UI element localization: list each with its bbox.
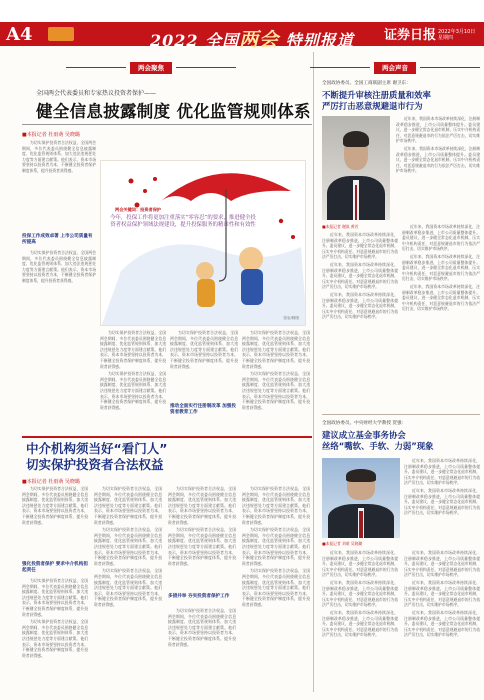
article3-paragraph: 近年来，我国资本市场改革持续深化，注册制改革稳步推进，上市公司质量整体提升。委员建议，进一步健全常态化退市机制，压实中介机构责任，对恶意规避退市的行为依法严厉打击，切实维护市场秩序。 [322, 261, 398, 290]
article4-paragraph: 近年来，我国资本市场改革持续深化，注册制改革稳步推进，上市公司质量整体提升。委员建议，进一步健全常态化退市机制，压实中介机构责任，对恶意规避退市的行为依法严厉打击，切实维护市场秩序。 [404, 550, 480, 578]
article3-paragraph: 近年来，我国资本市场改革持续深化，注册制改革稳步推进，上市公司质量整体提升。委员建议，进一步健全常态化退市机制，压实中介机构责任，对恶意规避退市的行为依法严厉打击，切实维护市场秩序。 [396, 145, 480, 174]
header-title-part2: 特别报道 [285, 31, 354, 50]
article1-paragraph: 为切实保护投资者合法权益，全国两会期间，多位代表委员围绕健全信息披露制度、优化监管规则体系、加大违法违规惩处力度等方面建言献策。他们表示，资本市场要坚持以投资者为本，不断健全投资者保护制度体系，提升投资者获得感。 [100, 330, 166, 369]
article2-text-col3 [168, 486, 236, 590]
page-header [0, 0, 484, 51]
article2-headline-line2: 切实保护投资者合法权益 [26, 457, 164, 472]
article2-paragraph: 为切实保护投资者合法权益，全国两会期间，多位代表委员围绕健全信息披露制度、优化监管规则体系、加大违法违规惩处力度等方面建言献策。他们表示，资本市场要坚持以投资者为本，不断健全投资者保护制度体系，提升投资者获得感。 [22, 578, 88, 617]
article3-paragraph: 近年来，我国资本市场改革持续深化，注册制改革稳步推进，上市公司质量整体提升。委员建议，进一步健全常态化退市机制，压实中介机构责任，对恶意规避退市的行为依法严厉打击，切实维护市场秩序。 [322, 232, 398, 260]
article3-text-col-a [396, 116, 480, 220]
photo2-caption: ■本报记者 刘萌 吴晓璐 [322, 541, 363, 546]
article4-headline-line1: 建议成立基金事务协会 [322, 430, 406, 440]
article3-headline-line2: 严厉打击恶意规避退市行为 [322, 101, 423, 111]
article1-kicker: 全国两会代表委员和专家热议投资者保护—— [36, 90, 157, 97]
article1-paragraph: 为切实保护投资者合法权益，全国两会期间，多位代表委员围绕健全信息披露制度、优化监管规则体系、加大违法违规惩处力度等方面建言献策。他们表示，资本市场要坚持以投资者为本，不断健全投资者保护制度体系，提升投资者获得感。 [22, 250, 96, 283]
article2-paragraph: 为切实保护投资者合法权益，全国两会期间，多位代表委员围绕健全信息披露制度、优化监管规则体系、加大违法违规惩处力度等方面建言献策。他们表示，资本市场要坚持以投资者为本，不断健全投资者保护制度体系，提升投资者获得感。 [242, 527, 310, 566]
article2-text-col2 [94, 486, 162, 690]
article4-text-col-b [322, 550, 398, 690]
article4-kicker: 全国政协委员、中央财经大学教授 贺强： [322, 421, 407, 426]
article4-paragraph: 近年来，我国资本市场改革持续深化，注册制改革稳步推进，上市公司质量整体提升。委员建议，进一步健全常态化退市机制，压实中介机构责任，对恶意规避退市的行为依法严厉打击，切实维护市场秩序。 [322, 579, 398, 608]
header-year: 2022 [150, 31, 199, 50]
congress-emblem-icon [48, 27, 74, 41]
article2-headline [26, 441, 286, 473]
article1-paragraph: 为切实保护投资者合法权益，全国两会期间，多位代表委员围绕健全信息披露制度、优化监管规则体系、加大违法违规惩处力度等方面建言献策。他们表示，资本市场要坚持以投资者为本，不断健全投资者保护制度体系，提升投资者获得感。 [242, 371, 310, 410]
article3-paragraph: 近年来，我国资本市场改革持续深化，注册制改革稳步推进，上市公司质量整体提升。委员建议，进一步健全常态化退市机制，压实中介机构责任，对恶意规避退市的行为依法严厉打击，切实维护市场秩序。 [402, 224, 480, 252]
header-title-big: 两会 [239, 29, 280, 51]
article2-text-col3b [168, 608, 236, 690]
photo-delegate-2 [322, 458, 400, 538]
article4-text-col-c [404, 550, 480, 690]
article3-paragraph: 近年来，我国资本市场改革持续深化，注册制改革稳步推进，上市公司质量整体提升。委员建议，进一步健全常态化退市机制，压实中介机构责任，对恶意规避退市的行为依法严厉打击，切实维护市场秩序。 [396, 116, 480, 144]
article3-paragraph: 近年来，我国资本市场改革持续深化，注册制改革稳步推进，上市公司质量整体提升。委员建议，进一步健全常态化退市机制，压实中介机构责任，对恶意规避退市的行为依法严厉打击，切实维护市场秩序。 [402, 283, 480, 312]
article2-text-col1b [22, 578, 88, 690]
article2-paragraph: 为切实保护投资者合法权益，全国两会期间，多位代表委员围绕健全信息披露制度、优化监管规则体系、加大违法违规惩处力度等方面建言献策。他们表示，资本市场要坚持以投资者为本，不断健全投资者保护制度体系，提升投资者获得感。 [94, 568, 162, 607]
article2-paragraph: 为切实保护投资者合法权益，全国两会期间，多位代表委员围绕健全信息披露制度、优化监管规则体系、加大违法违规惩处力度等方面建言献策。他们表示，资本市场要坚持以投资者为本，不断健全投资者保护制度体系，提升投资者获得感。 [168, 527, 236, 566]
illustration-credit: 张岩/制图 [283, 316, 299, 320]
article1-text-col2 [100, 330, 166, 430]
article1-paragraph: 为切实保护投资者合法权益，全国两会期间，多位代表委员围绕健全信息披露制度、优化监管规则体系、加大违法违规惩处力度等方面建言献策。他们表示，资本市场要坚持以投资者为本，不断健全投资者保护制度体系，提升投资者获得感。 [170, 330, 238, 369]
article2-subhead-c: 强化投资者保护 要求中介机构担起责任 [22, 562, 88, 573]
special-report-title [150, 25, 354, 52]
right-divider [322, 414, 480, 415]
article4-paragraph: 近年来，我国资本市场改革持续深化，注册制改革稳步推进，上市公司质量整体提升。委员建议，进一步健全常态化退市机制，压实中介机构责任，对恶意规避退市的行为依法严厉打击，切实维护市场秩序。 [404, 579, 480, 608]
article2-text-col4 [242, 486, 310, 690]
article3-paragraph: 近年来，我国资本市场改革持续深化，注册制改革稳步推进，上市公司质量整体提升。委员建议，进一步健全常态化退市机制，压实中介机构责任，对恶意规避退市的行为依法严厉打击，切实维护市场秩序。 [402, 253, 480, 282]
article4-paragraph: 近年来，我国资本市场改革持续深化，注册制改革稳步推进，上市公司质量整体提升。委员建议，进一步健全常态化退市机制，压实中介机构责任，对恶意规避退市的行为依法严厉打击，切实维护市场秩序。 [322, 609, 398, 638]
newspaper-name: 证券日报 [383, 28, 436, 43]
article3-paragraph: 近年来，我国资本市场改革持续深化，注册制改革稳步推进，上市公司质量整体提升。委员建议，进一步健全常态化退市机制，压实中介机构责任，对恶意规避退市的行为依法严厉打击，切实维护市场秩序。 [322, 291, 398, 320]
page-number: A4 [6, 24, 33, 45]
article1-text-col1b [22, 250, 96, 430]
article1-subhead-b: 推动全面实行注册制改革 加强投资者教育工作 [170, 404, 236, 415]
illustration-keyword: 两会关键词：投资者保护 [115, 207, 162, 212]
article4-paragraph: 近年来，我国资本市场改革持续深化，注册制改革稳步推进，上市公司质量整体提升。委员建议，进一步健全常态化退市机制，压实中介机构责任，对恶意规避退市的行为依法严厉打击，切实维护市场秩序。 [404, 487, 480, 516]
article3-text-col-b [322, 232, 398, 410]
article2-paragraph: 为切实保护投资者合法权益，全国两会期间，多位代表委员围绕健全信息披露制度、优化监管规则体系、加大违法违规惩处力度等方面建言献策。他们表示，资本市场要坚持以投资者为本，不断健全投资者保护制度体系，提升投资者获得感。 [22, 619, 88, 658]
section-tag-left: 两会聚焦 [130, 62, 172, 74]
article2-paragraph: 为切实保护投资者合法权益，全国两会期间，多位代表委员围绕健全信息披露制度、优化监管规则体系、加大违法违规惩处力度等方面建言献策。他们表示，资本市场要坚持以投资者为本，不断健全投资者保护制度体系，提升投资者获得感。 [22, 486, 88, 525]
header-title-part1: 全国 [205, 31, 240, 50]
article1-subhead-a: 投保工作成效卓著 上市公司质量有所提高 [22, 234, 93, 245]
headline-rule [22, 124, 312, 125]
article3-headline-line1: 不断提升审核注册质量和效率 [322, 90, 431, 100]
article1-text-col3 [170, 330, 238, 402]
photo-delegate-1 [322, 116, 390, 220]
article3-text-col-c [402, 224, 480, 410]
article2-paragraph: 为切实保护投资者合法权益，全国两会期间，多位代表委员围绕健全信息披露制度、优化监管规则体系、加大违法违规惩处力度等方面建言献策。他们表示，资本市场要坚持以投资者为本，不断健全投资者保护制度体系，提升投资者获得感。 [242, 486, 310, 525]
article2-subhead-d: 多措并举 夯实投资者保护工作 [168, 594, 230, 599]
article3-kicker: 全国政协委员、全国工商联副主席 谢卫东： [322, 81, 411, 86]
article4-text-col-a [404, 458, 480, 548]
article1-byline: ■本报记者 杜雨萌 吴晓璐 [22, 132, 80, 138]
umbrella-illustration [101, 161, 306, 326]
issue-date: 2022年3月10日 星期四 [438, 29, 476, 41]
article1-text-col1 [22, 140, 96, 230]
article2-paragraph: 为切实保护投资者合法权益，全国两会期间，多位代表委员围绕健全信息披露制度、优化监管规则体系、加大违法违规惩处力度等方面建言献策。他们表示，资本市场要坚持以投资者为本，不断健全投资者保护制度体系，提升投资者获得感。 [168, 486, 236, 525]
article2-paragraph: 为切实保护投资者合法权益，全国两会期间，多位代表委员围绕健全信息披露制度、优化监管规则体系、加大违法违规惩处力度等方面建言献策。他们表示，资本市场要坚持以投资者为本，不断健全投资者保护制度体系，提升投资者获得感。 [94, 527, 162, 566]
illustration-quote: 今年，投保工作将更加注重落实“零容忍”的要求，推进健全投资者权益保护领域法规建设，提升投保服务的精准性和有效性 [110, 215, 256, 228]
article1-paragraph: 为切实保护投资者合法权益，全国两会期间，多位代表委员围绕健全信息披露制度、优化监管规则体系、加大违法违规惩处力度等方面建言献策。他们表示，资本市场要坚持以投资者为本，不断健全投资者保护制度体系，提升投资者获得感。 [22, 140, 96, 173]
article1-headline: 健全信息披露制度 优化监管规则体系 [36, 102, 311, 121]
photo1-caption: ■本报记者 谢岚 黄若 [322, 224, 359, 229]
article1-text-col4 [242, 330, 310, 430]
article2-paragraph: 为切实保护投资者合法权益，全国两会期间，多位代表委员围绕健全信息披露制度、优化监管规则体系、加大违法违规惩处力度等方面建言献策。他们表示，资本市场要坚持以投资者为本，不断健全投资者保护制度体系，提升投资者获得感。 [168, 608, 236, 647]
article4-headline-line2: 丝络“嘴软、手软、力弱”现象 [322, 441, 434, 451]
article4-paragraph: 近年来，我国资本市场改革持续深化，注册制改革稳步推进，上市公司质量整体提升。委员建议，进一步健全常态化退市机制，压实中介机构责任，对恶意规避退市的行为依法严厉打击，切实维护市场秩序。 [322, 550, 398, 578]
article2-headline-line1: 中介机构须当好“看门人” [26, 441, 168, 456]
article2-byline: ■本报记者 杜雨萌 吴晓璐 [22, 479, 80, 485]
article4-paragraph: 近年来，我国资本市场改革持续深化，注册制改革稳步推进，上市公司质量整体提升。委员建议，进一步健全常态化退市机制，压实中介机构责任，对恶意规避退市的行为依法严厉打击，切实维护市场秩序。 [404, 458, 480, 486]
article4-paragraph: 近年来，我国资本市场改革持续深化，注册制改革稳步推进，上市公司质量整体提升。委员建议，进一步健全常态化退市机制，压实中介机构责任，对恶意规避退市的行为依法严厉打击，切实维护市场秩序。 [404, 609, 480, 638]
column-divider [313, 52, 314, 692]
article2-text-col1 [22, 486, 88, 560]
illustration-investor-protection [100, 160, 306, 326]
article2-paragraph: 为切实保护投资者合法权益，全国两会期间，多位代表委员围绕健全信息披露制度、优化监管规则体系、加大违法违规惩处力度等方面建言献策。他们表示，资本市场要坚持以投资者为本，不断健全投资者保护制度体系，提升投资者获得感。 [242, 568, 310, 607]
section-divider [22, 436, 312, 438]
article1-paragraph: 为切实保护投资者合法权益，全国两会期间，多位代表委员围绕健全信息披露制度、优化监管规则体系、加大违法违规惩处力度等方面建言献策。他们表示，资本市场要坚持以投资者为本，不断健全投资者保护制度体系，提升投资者获得感。 [100, 371, 166, 410]
article2-paragraph: 为切实保护投资者合法权益，全国两会期间，多位代表委员围绕健全信息披露制度、优化监管规则体系、加大违法违规惩处力度等方面建言献策。他们表示，资本市场要坚持以投资者为本，不断健全投资者保护制度体系，提升投资者获得感。 [94, 486, 162, 525]
section-tag-right: 两会声音 [374, 62, 416, 74]
article1-paragraph: 为切实保护投资者合法权益，全国两会期间，多位代表委员围绕健全信息披露制度、优化监管规则体系、加大违法违规惩处力度等方面建言献策。他们表示，资本市场要坚持以投资者为本，不断健全投资者保护制度体系，提升投资者获得感。 [242, 330, 310, 369]
